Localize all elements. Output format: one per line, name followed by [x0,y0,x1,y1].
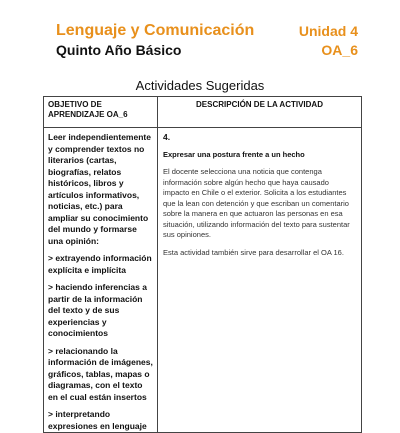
section-title: Actividades Sugeridas [135,78,265,93]
objective-bullet: > extrayendo información explícita e implícita [48,253,152,275]
grade-subtitle: Quinto Año Básico [56,42,182,58]
objective-code: OA_6 [321,42,358,58]
activity-body: El docente selecciona una noticia que contenga información sobre algún hecho que haya causado impacto en Chile o el exterior. Solicita a los estudiantes que la lean con detención y que escriban un comentario sobre la manera en que actuaron las personas en esa situación, utilizando información del texto para sustentar sus opiniones. [163,167,350,239]
objective-bullet: > haciendo inferencias a partir de la información del texto y de sus experiencias y conocimientos [48,282,147,338]
objective-cell [44,128,158,433]
header-left [56,22,254,59]
subject-title: Lenguaje y Comunicación [56,22,255,39]
description-column-header: DESCRIPCIÓN DE LA ACTIVIDAD [158,97,362,128]
objective-bullet: > interpretando expresiones en lenguaje [48,409,147,431]
objective-text: Leer independientemente y comprender textos no literarios (cartas, biografías, relatos históricos, libros y artículos informativos, noticias, etc.) para ampliar su conocimiento del mundo y formarse una opinión: [48,132,151,246]
objective-bullet: > relacionando la información de imágenes, gráficos, tablas, mapas o diagramas, con el texto en el cual están insertos [48,345,153,402]
activity-note: Esta actividad también sirve para desarrollar el OA 16. [163,247,344,257]
activity-title: Expresar una postura frente a un hecho [163,150,305,159]
table-header-row [44,97,362,128]
activities-table [43,96,362,433]
table-row [44,128,362,433]
activity-number: 4. [163,132,171,142]
unit-label: Unidad 4 [298,23,358,39]
header-right [299,22,358,59]
description-cell [158,128,362,433]
objective-column-header: OBJETIVO DE APRENDIZAJE OA_6 [44,97,158,128]
